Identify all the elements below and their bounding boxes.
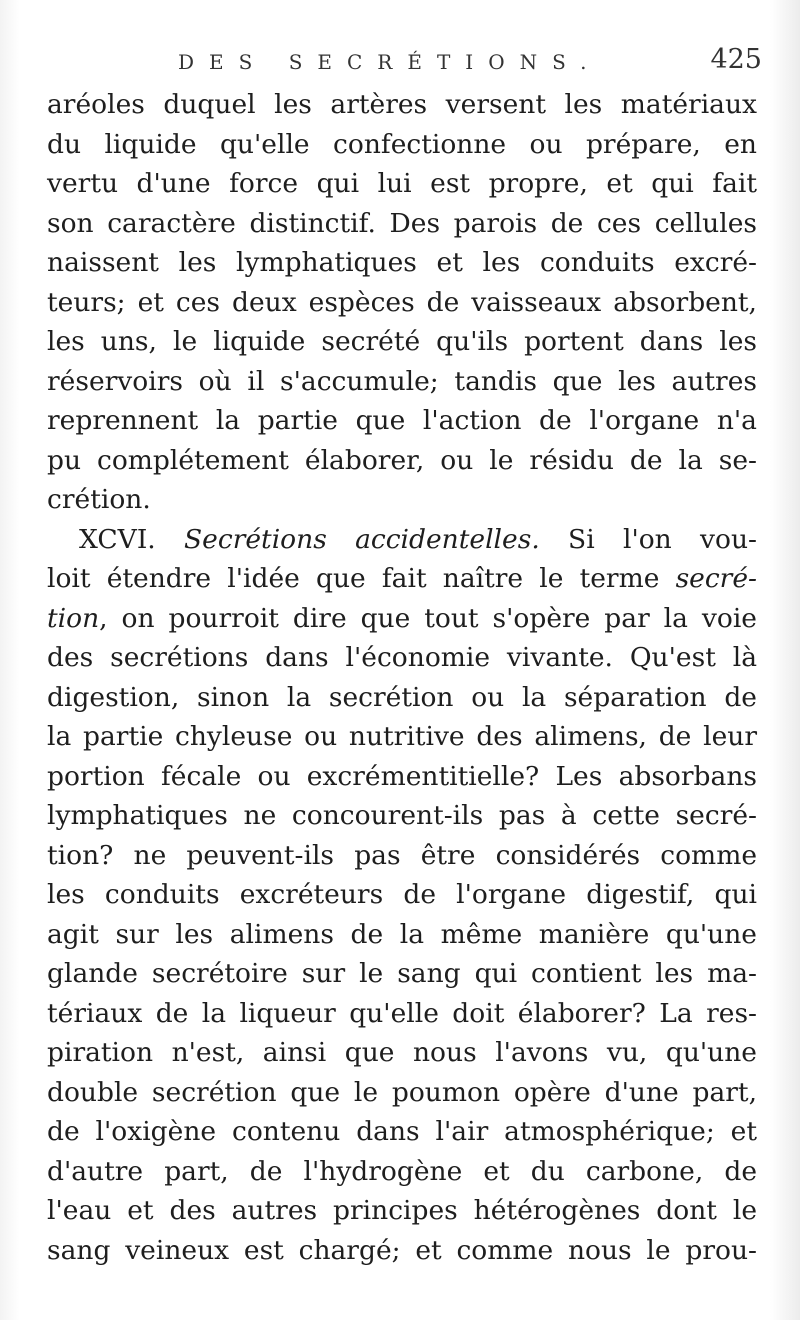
text-line: la partie chyleuse ou nutritive des alimens, de leur <box>47 721 757 752</box>
text-line: double secrétion que le poumon opère d'une part, <box>47 1076 757 1108</box>
section-title: Secrétions accidentelles. <box>184 523 540 555</box>
section-number: XCVI. <box>79 523 156 555</box>
running-head <box>0 44 800 84</box>
text-line: naissent les lymphatiques et les conduits excré- <box>47 247 757 278</box>
text-line: reprennent la partie que l'action de l'organe n'a <box>47 405 757 436</box>
text-line: des secrétions dans l'économie vivante. Qu'est là <box>47 642 757 673</box>
text-line: glande secrétoire sur le sang qui contient les ma- <box>47 958 757 989</box>
text-line: les conduits excréteurs de l'organe digestif, qui <box>47 879 757 910</box>
italic-term: tion <box>47 602 100 634</box>
text-line: du liquide qu'elle confectionne ou prépare, en <box>47 128 757 160</box>
text-line: tion? ne peuvent-ils pas être considérés comme <box>47 839 757 871</box>
text-line: digestion, sinon la secrétion ou la séparation de <box>47 681 757 713</box>
text-line: d'autre part, de l'hydrogène et du carbone, de <box>47 1155 757 1187</box>
text-fragment: , on pourroit dire que tout s'opère par la voie <box>99 602 757 634</box>
text-line: lymphatiques ne concourent-ils pas à cette secré- <box>47 800 757 831</box>
running-title: DES SECRÉTIONS. <box>178 50 602 74</box>
text-line: vertu d'une force qui lui est propre, et qui fait <box>47 168 757 199</box>
text-line: teurs; et ces deux espèces de vaisseaux absorbent, <box>47 286 757 318</box>
text-fragment: loit étendre l'idée que fait naître le terme <box>47 563 660 594</box>
text-line: son caractère distinctif. Des parois de ces cellules <box>47 207 757 239</box>
body-text <box>47 85 757 1270</box>
section-heading-line <box>47 520 757 560</box>
text-line <box>47 559 757 599</box>
text-line: aréoles duquel les artères versent les matériaux <box>47 89 757 120</box>
text-line: l'eau et des autres principes hétérogènes dont le <box>47 1195 757 1226</box>
text-line: réservoirs où il s'accumule; tandis que les autres <box>47 365 757 397</box>
text-line: agit sur les alimens de la même manière qu'une <box>47 918 757 950</box>
text-line: crétion. <box>47 484 151 515</box>
page-number: 425 <box>710 44 762 75</box>
text-line <box>47 599 757 639</box>
text-line: pu complétement élaborer, ou le résidu de la se- <box>47 444 757 476</box>
text-line: les uns, le liquide secrété qu'ils portent dans les <box>47 326 757 357</box>
text-fragment: Si l'on vou- <box>568 523 757 555</box>
text-line: piration n'est, ainsi que nous l'avons vu, qu'une <box>47 1037 757 1068</box>
text-line: de l'oxigène contenu dans l'air atmosphérique; et <box>47 1116 757 1147</box>
text-line: sang veineux est chargé; et comme nous le prou- <box>47 1234 757 1266</box>
italic-term: secré- <box>675 563 757 594</box>
text-line: portion fécale ou excrémentitielle? Les absorbans <box>47 760 757 792</box>
text-line: tériaux de la liqueur qu'elle doit élaborer? La res- <box>47 997 757 1029</box>
